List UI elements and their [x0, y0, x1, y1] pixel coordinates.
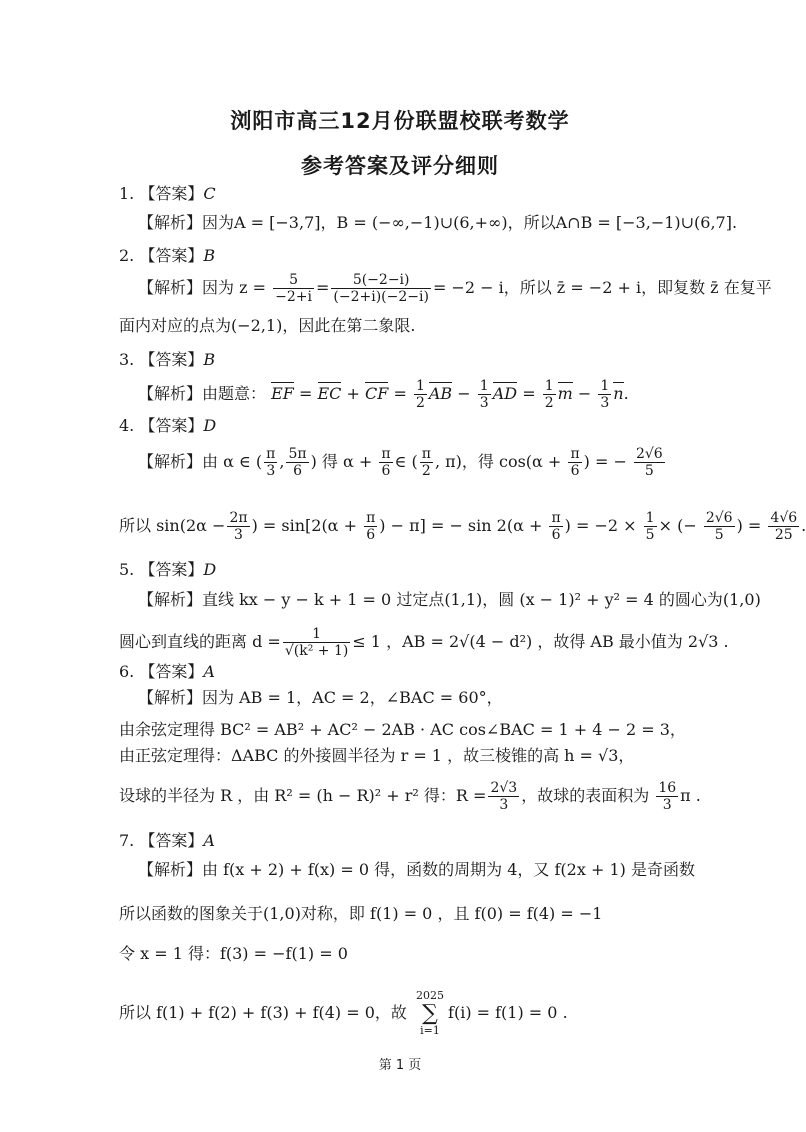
question-6-answer: 6. 【答案】A [119, 662, 215, 681]
fraction: $\frac{1}{3}$ [600, 378, 610, 412]
fraction: $\frac{4√6}{25}$ [770, 510, 798, 544]
fraction: $\frac{\pi}{3}$ [266, 446, 276, 480]
fraction: $\frac{1}{2}$ [544, 378, 554, 412]
page-number: 第 1 页 [378, 1058, 422, 1073]
fraction: $\frac{2√6}{5}$ [635, 446, 663, 480]
question-5-answer: 5. 【答案】D [119, 560, 217, 579]
question-6-analysis-line4: 设球的半径为 R ，由 R² = (h − R)² + r² 得：R = $\frac{2√3}{3}$ ，故球的表面积为 $\frac{16}{3}$ π . [119, 780, 701, 814]
question-2-analysis-cont: 面内对应的点为(−2,1)，因此在第二象限. [119, 316, 416, 335]
question-6-analysis-line2: 由余弦定理得 BC² = AB² + AC² − 2AB · AC cos∠BAC = 1 + 4 − 2 = 3， [119, 720, 686, 739]
fraction: $\frac{\pi}{6}$ [366, 510, 376, 544]
fraction: $\frac{1}{2}$ [415, 378, 425, 412]
fraction: $\frac{2\pi}{3}$ [229, 510, 248, 544]
fraction: $\frac{\pi}{6}$ [551, 510, 561, 544]
question-6-analysis-line3: 由正弦定理得：ΔABC 的外接圆半径为 r = 1 ，故三棱锥的高 h = √3， [119, 746, 635, 765]
fraction: $\frac{\pi}{6}$ [381, 446, 391, 480]
fraction: $\frac{5(-2-i)}{(-2+i)(-2-i)}$ [333, 272, 429, 306]
question-4-answer: 4. 【答案】D [119, 416, 217, 435]
question-5-analysis: 【解析】直线 kx − y − k + 1 = 0 过定点(1,1)，圆 (x − 1)² + y² = 4 的圆心为(1,0) [138, 590, 761, 609]
question-7-analysis-line3: 令 x = 1 得：f(3) = −f(1) = 0 [119, 944, 348, 963]
fraction: $\frac{1}{5}$ [645, 510, 655, 544]
question-7-analysis-line4: 所以 f(1) + f(2) + f(3) + f(4) = 0，故 2025 ∑ i=1 f(i) = f(1) = 0 . [119, 989, 568, 1037]
fraction: $\frac{\pi}{2}$ [421, 446, 431, 480]
fraction: $\frac{2√6}{5}$ [705, 510, 733, 544]
fraction: $\frac{1}{3}$ [479, 378, 489, 412]
fraction: $\frac{5\pi}{6}$ [288, 446, 307, 480]
question-4-analysis-cont: 所以 sin(2α − $\frac{2\pi}{3}$ ) = sin[2(α + $\frac{\pi}{6}$ ) − π] = − sin 2(α + $\frac{\pi}{6}$ ) = −2 × $\frac{1}{5}$ × (− $\frac{2√6}{5}$ ) = $\frac{4√6}{25}$ . [119, 510, 806, 544]
fraction: $\frac{2√3}{3}$ [490, 780, 518, 814]
fraction: $\frac{1}{\text{√(k² + 1)}}$ [284, 626, 349, 660]
question-6-analysis: 【解析】因为 AB = 1，AC = 2，∠BAC = 60°， [138, 688, 503, 707]
question-4-analysis: 【解析】由 α ∈ ( $\frac{\pi}{3}$ , $\frac{5\pi}{6}$ ) 得 α + $\frac{\pi}{6}$ ∈ ( $\frac{\pi}{2}$ , π)，得 cos(α + $\frac{\pi}{6}$ ) = − $\frac{2√6}{5}$ [138, 446, 663, 480]
fraction: $\frac{\pi}{6}$ [570, 446, 580, 480]
question-1-answer: 1. 【答案】C [119, 184, 216, 203]
question-3-answer: 3. 【答案】B [119, 350, 216, 369]
document-title: 浏阳市高三12月份联盟校联考数学 [230, 109, 570, 133]
question-7-analysis-line2: 所以函数的图象关于(1,0)对称，即 f(1) = 0 ，且 f(0) = f(4) = −1 [119, 904, 603, 923]
question-5-analysis-cont: 圆心到直线的距离 d = $\frac{1}{\text{√(k² + 1)}}$ ≤ 1 ，AB = 2√(4 − d²) ，故得 AB 最小值为 2√3 . [119, 626, 729, 660]
question-7-analysis: 【解析】由 f(x + 2) + f(x) = 0 得，函数的周期为 4，又 f(2x + 1) 是奇函数 [138, 860, 695, 879]
document-subtitle: 参考答案及评分细则 [301, 154, 499, 178]
question-2-answer: 2. 【答案】B [119, 246, 216, 265]
question-7-answer: 7. 【答案】A [119, 831, 215, 850]
question-3-analysis: 【解析】由题意： EF = EC + CF = $\frac{1}{2}$ AB − $\frac{1}{3}$ AD = $\frac{1}{2}$ m − $\frac{1}{3}$ n. [138, 378, 629, 412]
question-2-analysis: 【解析】因为 z = $\frac{5}{-2+i}$ = $\frac{5(-2-i)}{(-2+i)(-2-i)}$ = −2 − i，所以 z̄ = −2 + i，即复数 z̄ 在复平 [138, 272, 772, 306]
summation: 2025 ∑ i=1 [416, 989, 445, 1037]
fraction: $\frac{5}{-2+i}$ [275, 272, 312, 306]
fraction: $\frac{16}{3}$ [658, 780, 677, 814]
question-1-analysis: 【解析】因为A = [−3,7]，B = (−∞,−1)∪(6,+∞)，所以A∩B = [−3,−1)∪(6,7]. [138, 213, 738, 232]
